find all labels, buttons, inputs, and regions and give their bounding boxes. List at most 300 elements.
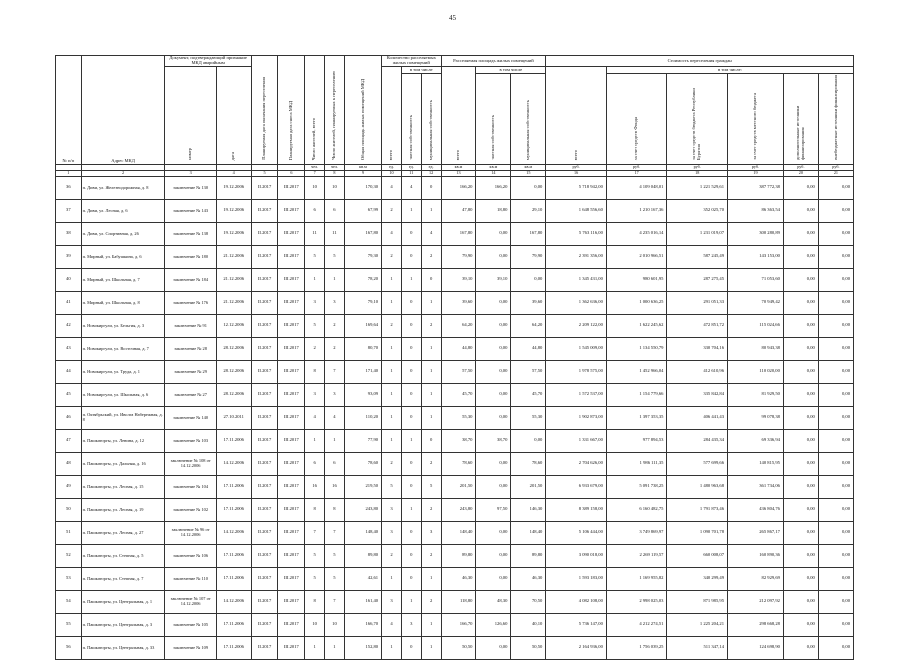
table-cell: 7 bbox=[325, 360, 345, 383]
table-cell: 0,00 bbox=[476, 544, 511, 567]
table-cell: III.2017 bbox=[278, 429, 305, 452]
table-cell: п. Новокиргули, ул. Бельгия, д. 3 bbox=[81, 314, 165, 337]
table-cell: 78,60 bbox=[441, 452, 476, 475]
col-index: 14 bbox=[476, 170, 511, 176]
table-cell: 4 bbox=[382, 222, 402, 245]
table-cell: 143 153,00 bbox=[728, 245, 784, 268]
table-cell: 5 bbox=[382, 475, 402, 498]
table-cell: 472 851,72 bbox=[667, 314, 728, 337]
table-cell: 1 bbox=[325, 429, 345, 452]
unit-cell: ед. bbox=[382, 164, 402, 170]
table-cell: 19.12.2006 bbox=[216, 222, 251, 245]
unit-cell: руб. bbox=[783, 164, 818, 170]
table-cell: 2 010 966,51 bbox=[606, 245, 667, 268]
table-cell: 1 bbox=[382, 291, 402, 314]
table-cell: 3 bbox=[305, 291, 325, 314]
table-cell: 64,20 bbox=[441, 314, 476, 337]
table-cell: заключение № 108 от 14.12.2006 bbox=[165, 452, 216, 475]
table-cell: 86 363,54 bbox=[728, 199, 784, 222]
table-cell: 1 986 111,35 bbox=[606, 452, 667, 475]
table-cell: 89,80 bbox=[441, 544, 476, 567]
table-cell: 27.10.2011 bbox=[216, 406, 251, 429]
table-cell: III.2017 bbox=[278, 521, 305, 544]
table-cell: 17.11.2006 bbox=[216, 498, 251, 521]
table-row bbox=[56, 291, 854, 314]
table-cell: 5 763 116,00 bbox=[546, 222, 607, 245]
table-cell: 4 082 108,00 bbox=[546, 590, 607, 613]
table-cell: 17.11.2006 bbox=[216, 636, 251, 659]
table-cell: заключение № 180 bbox=[165, 245, 216, 268]
table-cell: 0 bbox=[401, 360, 421, 383]
table-cell: 11 bbox=[305, 222, 325, 245]
table-cell: 39,10 bbox=[476, 268, 511, 291]
table-cell: 0,00 bbox=[783, 475, 818, 498]
table-cell: 8 bbox=[305, 498, 325, 521]
table-cell: 3 090 018,00 bbox=[546, 544, 607, 567]
table-cell: 4 bbox=[421, 222, 441, 245]
header-cost-in-that: в том числе: bbox=[606, 67, 853, 74]
table-cell: 0,00 bbox=[783, 245, 818, 268]
unit-cell: ед. bbox=[421, 164, 441, 170]
table-cell: 80 943,38 bbox=[728, 337, 784, 360]
table-cell: 1 362 636,00 bbox=[546, 291, 607, 314]
table-cell: 4 bbox=[382, 613, 402, 636]
table-cell: 167,80 bbox=[511, 222, 546, 245]
table-cell: 81 929,50 bbox=[728, 383, 784, 406]
table-cell: 0 bbox=[401, 291, 421, 314]
table-cell: 42 bbox=[56, 314, 82, 337]
unit-cell: руб. bbox=[546, 164, 607, 170]
table-cell: 201,50 bbox=[511, 475, 546, 498]
table-cell: 0,00 bbox=[818, 590, 853, 613]
table-cell: 0,00 bbox=[818, 406, 853, 429]
table-row bbox=[56, 337, 854, 360]
table-cell: 1 bbox=[421, 636, 441, 659]
table-cell: 5 106 444,00 bbox=[546, 521, 607, 544]
table-cell: 7 bbox=[325, 521, 345, 544]
table-cell: заключение № 91 bbox=[165, 314, 216, 337]
header-count-group: Количество расселяемых жилых помещений bbox=[382, 56, 441, 67]
header-cost-group: Стоимость переселения граждан bbox=[546, 56, 854, 67]
table-cell: 152,80 bbox=[344, 636, 381, 659]
table-cell: 16 bbox=[325, 475, 345, 498]
table-cell: 0 bbox=[401, 544, 421, 567]
table-cell: III.2017 bbox=[278, 176, 305, 199]
table-cell: 14.12.2006 bbox=[216, 521, 251, 544]
table-cell: 2 bbox=[421, 590, 441, 613]
table-cell: 39,60 bbox=[511, 291, 546, 314]
unit-cell: ед. bbox=[401, 164, 421, 170]
table-cell: III.2017 bbox=[278, 360, 305, 383]
table-cell: 511 347,14 bbox=[667, 636, 728, 659]
table-cell: 148,40 bbox=[344, 521, 381, 544]
table-row bbox=[56, 360, 854, 383]
table-cell: 55,30 bbox=[511, 406, 546, 429]
table-cell: 45,70 bbox=[441, 383, 476, 406]
table-cell: 5 bbox=[305, 544, 325, 567]
table-cell: 1 bbox=[421, 360, 441, 383]
table-cell: III.2017 bbox=[278, 222, 305, 245]
table-cell: 70 949,42 bbox=[728, 291, 784, 314]
header-residents: Число жителей, всего bbox=[305, 56, 325, 165]
table-row bbox=[56, 475, 854, 498]
table-cell: 21.12.2006 bbox=[216, 268, 251, 291]
table-cell: заключение № 138 bbox=[165, 222, 216, 245]
table-cell: 1 572 537,00 bbox=[546, 383, 607, 406]
table-cell: II.2017 bbox=[251, 291, 278, 314]
header-planned-relocation: Планируемая дата окончания переселения bbox=[251, 56, 278, 165]
table-cell: 93,09 bbox=[344, 383, 381, 406]
table-cell: заключение № 29 bbox=[165, 360, 216, 383]
table-cell: 82 929,69 bbox=[728, 567, 784, 590]
table-cell: 56 bbox=[56, 636, 82, 659]
table-cell: 1 bbox=[325, 636, 345, 659]
table-row bbox=[56, 383, 854, 406]
table-cell: 587 245,49 bbox=[667, 245, 728, 268]
header-doc-number: номер bbox=[165, 67, 216, 165]
table-cell: 46 bbox=[56, 406, 82, 429]
table-row bbox=[56, 199, 854, 222]
table-cell: 265 867,17 bbox=[728, 521, 784, 544]
table-cell: 0,00 bbox=[783, 406, 818, 429]
unit-cell: руб. bbox=[728, 164, 784, 170]
table-cell: II.2017 bbox=[251, 567, 278, 590]
header-area-private: частная собственность bbox=[476, 74, 511, 165]
table-cell: II.2017 bbox=[251, 521, 278, 544]
col-index: 2 bbox=[81, 170, 165, 176]
col-index: 6 bbox=[278, 170, 305, 176]
table-header bbox=[56, 56, 854, 177]
col-index: 19 bbox=[728, 170, 784, 176]
table-cell: 2 bbox=[382, 452, 402, 475]
table-cell: 1 345 431,00 bbox=[546, 268, 607, 291]
table-cell: заключение № 105 bbox=[165, 613, 216, 636]
table-cell: 0,00 bbox=[818, 521, 853, 544]
table-cell: 0,00 bbox=[818, 291, 853, 314]
table-cell: 1 bbox=[382, 360, 402, 383]
table-cell: 1 397 353,35 bbox=[606, 406, 667, 429]
table-cell: 17.11.2006 bbox=[216, 544, 251, 567]
table-cell: 38,70 bbox=[441, 429, 476, 452]
col-index: 12 bbox=[421, 170, 441, 176]
table-cell: 1 231 019,07 bbox=[667, 222, 728, 245]
table-cell: III.2017 bbox=[278, 567, 305, 590]
table-cell: 0 bbox=[401, 314, 421, 337]
table-cell: 44,80 bbox=[441, 337, 476, 360]
table-cell: 10 bbox=[305, 176, 325, 199]
table-cell: 2 998 025,03 bbox=[606, 590, 667, 613]
table-cell: 41 bbox=[56, 291, 82, 314]
table-cell: 5 bbox=[325, 245, 345, 268]
table-cell: III.2017 bbox=[278, 590, 305, 613]
header-area-municipal: муниципальная собственность bbox=[511, 74, 546, 165]
header-count-municipal: муниципальная собственность bbox=[421, 74, 441, 165]
table-cell: 48,30 bbox=[476, 590, 511, 613]
header-area-in-that: в том числе bbox=[476, 67, 546, 74]
table-cell: 57,50 bbox=[441, 360, 476, 383]
header-npp: № п/п bbox=[56, 56, 82, 165]
table-cell: п. Мирный, ул. Школьная, д. 7 bbox=[81, 268, 165, 291]
table-cell: 1 902 873,00 bbox=[546, 406, 607, 429]
col-index: 11 bbox=[401, 170, 421, 176]
col-index: 20 bbox=[783, 170, 818, 176]
table-cell: 5 bbox=[325, 567, 345, 590]
table-cell: 43 bbox=[56, 337, 82, 360]
table-cell: 0 bbox=[401, 567, 421, 590]
table-cell: п. Диви, ул. Железнодорожная, д. 8 bbox=[81, 176, 165, 199]
table-cell: 2 bbox=[325, 337, 345, 360]
unit-cell: кв.м bbox=[441, 164, 476, 170]
table-row bbox=[56, 544, 854, 567]
table-cell: 0 bbox=[401, 475, 421, 498]
table-cell: 1 622 245,62 bbox=[606, 314, 667, 337]
table-cell: 1 545 009,00 bbox=[546, 337, 607, 360]
table-cell: 0,00 bbox=[818, 636, 853, 659]
table-cell: 47,80 bbox=[441, 199, 476, 222]
table-cell: 79,90 bbox=[511, 245, 546, 268]
table-cell: 166,20 bbox=[441, 176, 476, 199]
table-cell: 1 bbox=[401, 498, 421, 521]
table-cell: 3 bbox=[325, 291, 345, 314]
table-cell: 1 bbox=[421, 337, 441, 360]
table-row bbox=[56, 452, 854, 475]
table-cell: заключение № 106 bbox=[165, 544, 216, 567]
table-cell: 201,50 bbox=[441, 475, 476, 498]
table-cell: 1 480 963,68 bbox=[667, 475, 728, 498]
table-cell: 2 bbox=[421, 544, 441, 567]
table-cell: 124 698,90 bbox=[728, 636, 784, 659]
table-cell: 99 078,38 bbox=[728, 406, 784, 429]
table-cell: 4 235 016,14 bbox=[606, 222, 667, 245]
table-cell: 980 601,95 bbox=[606, 268, 667, 291]
table-cell: 1 bbox=[421, 291, 441, 314]
table-cell: 3 bbox=[382, 590, 402, 613]
table-cell: 0,00 bbox=[818, 613, 853, 636]
table-cell: 1 bbox=[382, 337, 402, 360]
table-cell: п. Пашкаторгы, ул. Центральная, д. 33 bbox=[81, 636, 165, 659]
table-cell: 1 bbox=[401, 199, 421, 222]
header-planned-demolition: Планируемая дата сноса МКД bbox=[278, 56, 305, 165]
table-cell: 6 933 679,00 bbox=[546, 475, 607, 498]
table-cell: III.2017 bbox=[278, 544, 305, 567]
header-total-area: Общая площадь жилых помещений МКД bbox=[344, 56, 381, 165]
table-cell: 0,00 bbox=[818, 176, 853, 199]
col-index: 13 bbox=[441, 170, 476, 176]
table-cell: II.2017 bbox=[251, 245, 278, 268]
table-cell: 44 bbox=[56, 360, 82, 383]
table-cell: 55,30 bbox=[441, 406, 476, 429]
table-cell: 16 bbox=[305, 475, 325, 498]
table-cell: II.2017 bbox=[251, 176, 278, 199]
table-cell: п. Пашкаторгы, ул. Лесная, д. 15 bbox=[81, 475, 165, 498]
table-cell: 2 bbox=[382, 314, 402, 337]
table-row bbox=[56, 429, 854, 452]
table-cell: 1 000 636,25 bbox=[606, 291, 667, 314]
table-cell: 2 bbox=[382, 199, 402, 222]
table-cell: III.2017 bbox=[278, 199, 305, 222]
table-cell: заключение № 96 от 14.12.2006 bbox=[165, 521, 216, 544]
table-cell: 1 648 556,60 bbox=[546, 199, 607, 222]
table-cell: 53 bbox=[56, 567, 82, 590]
unit-cell: руб. bbox=[667, 164, 728, 170]
table-cell: II.2017 bbox=[251, 544, 278, 567]
table-cell: 0 bbox=[401, 245, 421, 268]
table-cell: заключение № 28 bbox=[165, 337, 216, 360]
table-cell: п. Новокиргули, ул. Школьная, д. 6 bbox=[81, 383, 165, 406]
table-cell: II.2017 bbox=[251, 429, 278, 452]
table-cell: 0,00 bbox=[476, 314, 511, 337]
col-index: 15 bbox=[511, 170, 546, 176]
table-cell: 1 bbox=[421, 406, 441, 429]
table-cell: 44,80 bbox=[511, 337, 546, 360]
table-cell: 352 025,70 bbox=[667, 199, 728, 222]
table-cell: 0,00 bbox=[476, 406, 511, 429]
table-cell: 0 bbox=[421, 429, 441, 452]
table-cell: 40 bbox=[56, 268, 82, 291]
table-cell: 1 bbox=[401, 590, 421, 613]
table-cell: 219,50 bbox=[344, 475, 381, 498]
table-cell: III.2017 bbox=[278, 406, 305, 429]
table-cell: 1 bbox=[421, 567, 441, 590]
header-address: Адрес МКД bbox=[81, 56, 165, 165]
table-cell: 0,00 bbox=[476, 245, 511, 268]
table-cell: 148,40 bbox=[511, 521, 546, 544]
table-cell: 52 bbox=[56, 544, 82, 567]
table-cell: 0 bbox=[421, 176, 441, 199]
table-cell: II.2017 bbox=[251, 383, 278, 406]
table-cell: 287 275,45 bbox=[667, 268, 728, 291]
table-cell: III.2017 bbox=[278, 245, 305, 268]
table-cell: 78,60 bbox=[511, 452, 546, 475]
table-cell: 78,20 bbox=[344, 268, 381, 291]
table-cell: 0,00 bbox=[818, 429, 853, 452]
table-cell: 436 804,76 bbox=[728, 498, 784, 521]
table-cell: заключение № 109 bbox=[165, 636, 216, 659]
table-cell: 21.12.2006 bbox=[216, 245, 251, 268]
page-number: 45 bbox=[449, 14, 456, 22]
table-cell: 1 bbox=[305, 636, 325, 659]
col-index: 16 bbox=[546, 170, 607, 176]
table-cell: 0,00 bbox=[818, 360, 853, 383]
col-index: 4 bbox=[216, 170, 251, 176]
table-cell: 118,80 bbox=[441, 590, 476, 613]
table-cell: 5 bbox=[305, 567, 325, 590]
table-cell: 1 452 966,04 bbox=[606, 360, 667, 383]
table-cell: 577 699,66 bbox=[667, 452, 728, 475]
table-cell: 1 bbox=[382, 406, 402, 429]
table-cell: 977 894,53 bbox=[606, 429, 667, 452]
table-cell: III.2017 bbox=[278, 452, 305, 475]
table-cell: 0,00 bbox=[476, 452, 511, 475]
table-cell: 146,30 bbox=[511, 498, 546, 521]
table-cell: 243,80 bbox=[441, 498, 476, 521]
table-cell: 19.12.2006 bbox=[216, 176, 251, 199]
table-cell: 2 bbox=[421, 314, 441, 337]
table-cell: 1 978 575,00 bbox=[546, 360, 607, 383]
table-cell: 28.12.2006 bbox=[216, 383, 251, 406]
table-cell: 0,00 bbox=[511, 429, 546, 452]
table-cell: 3 bbox=[305, 383, 325, 406]
table-cell: 0,00 bbox=[476, 360, 511, 383]
table-cell: 1 210 167,36 bbox=[606, 199, 667, 222]
table-cell: п. Диви, ул. Лесная, д. 6 bbox=[81, 199, 165, 222]
table-cell: 77,90 bbox=[344, 429, 381, 452]
table-cell: 361 734,06 bbox=[728, 475, 784, 498]
table-cell: 5 bbox=[421, 475, 441, 498]
table-cell: 0,00 bbox=[818, 567, 853, 590]
table-cell: 0,00 bbox=[783, 291, 818, 314]
col-index: 8 bbox=[325, 170, 345, 176]
header-doc-group: Документ, подтверждающий признание МКД аварийным bbox=[165, 56, 251, 67]
header-doc-date: дата bbox=[216, 67, 251, 165]
table-cell: 97,50 bbox=[476, 498, 511, 521]
table-cell: III.2017 bbox=[278, 475, 305, 498]
table-cell: 0,00 bbox=[818, 498, 853, 521]
table-cell: 28.12.2006 bbox=[216, 337, 251, 360]
table-cell: 64,20 bbox=[511, 314, 546, 337]
table-cell: 1 bbox=[305, 268, 325, 291]
table-cell: 0,00 bbox=[783, 176, 818, 199]
table-cell: 1 bbox=[382, 567, 402, 590]
table-cell: 1 bbox=[382, 429, 402, 452]
table-cell: 161,40 bbox=[344, 590, 381, 613]
table-cell: 140 815,95 bbox=[728, 452, 784, 475]
table-cell: II.2017 bbox=[251, 337, 278, 360]
table-cell: заключение № 143 bbox=[165, 199, 216, 222]
table-cell: п. Пашкаторгы, ул. Степная, д. 7 bbox=[81, 567, 165, 590]
table-cell: 3 bbox=[382, 521, 402, 544]
table-cell: 0,00 bbox=[476, 222, 511, 245]
table-cell: п. Октябрьский, ул. Иволга Набережная, д. 8 bbox=[81, 406, 165, 429]
table-cell: 0,00 bbox=[783, 521, 818, 544]
table-cell: 126,60 bbox=[476, 613, 511, 636]
table-cell: 0,00 bbox=[783, 222, 818, 245]
table-cell: III.2017 bbox=[278, 636, 305, 659]
table-cell: 4 bbox=[325, 406, 345, 429]
table-cell: 39,10 bbox=[441, 268, 476, 291]
table-cell: 2 269 119,57 bbox=[606, 544, 667, 567]
header-count-total: всего bbox=[382, 67, 402, 165]
table-cell: 0,00 bbox=[476, 521, 511, 544]
table-cell: 17.11.2006 bbox=[216, 429, 251, 452]
table-cell: 1 593 183,00 bbox=[546, 567, 607, 590]
table-cell: 1 bbox=[401, 429, 421, 452]
table-cell: II.2017 bbox=[251, 613, 278, 636]
table-cell: заключение № 110 bbox=[165, 567, 216, 590]
table-cell: 0,00 bbox=[783, 452, 818, 475]
table-cell: заключение № 140 bbox=[165, 406, 216, 429]
table-cell: 4 bbox=[305, 406, 325, 429]
unit-cell: кв.м bbox=[511, 164, 546, 170]
table-cell: 160 890,36 bbox=[728, 544, 784, 567]
table-cell: II.2017 bbox=[251, 268, 278, 291]
table-cell: 387 772,38 bbox=[728, 176, 784, 199]
table-row bbox=[56, 268, 854, 291]
table-cell: 0,00 bbox=[818, 268, 853, 291]
table-row bbox=[56, 521, 854, 544]
table-cell: III.2017 bbox=[278, 268, 305, 291]
table-cell: III.2017 bbox=[278, 498, 305, 521]
table-cell: 2 bbox=[421, 452, 441, 475]
header-local: за счет средств местного бюджета bbox=[728, 74, 784, 165]
table-cell: 212 097,92 bbox=[728, 590, 784, 613]
table-cell: 0,00 bbox=[818, 199, 853, 222]
table-cell: 42,61 bbox=[344, 567, 381, 590]
table-cell: 1 331 667,00 bbox=[546, 429, 607, 452]
table-cell: 3 bbox=[382, 498, 402, 521]
unit-cell: чел. bbox=[325, 164, 345, 170]
table-cell: II.2017 bbox=[251, 406, 278, 429]
